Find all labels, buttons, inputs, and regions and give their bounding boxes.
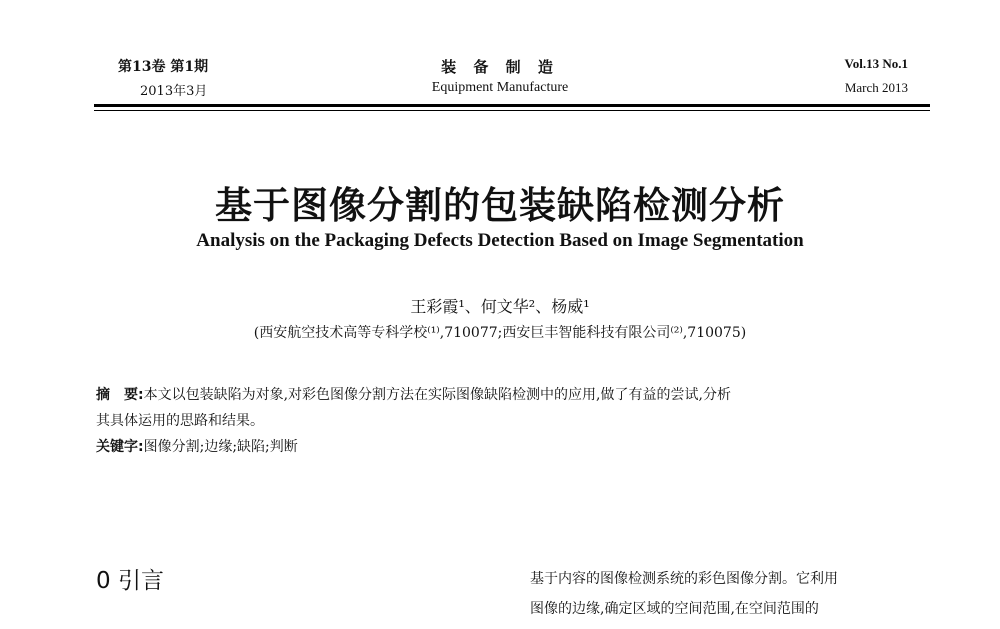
journal-name-en: Equipment Manufacture [431,80,569,95]
section-title: 0 引言 [96,568,164,594]
authors: 王彩霞¹、何文华²、杨威¹ [410,297,590,316]
journal-name-cn: 装 备 制 造 [441,58,559,76]
keywords-value: 图像分割;边缘;缺陷;判断 [143,439,298,455]
affiliations: (西安航空技术高等专科学校⁽¹⁾,710077;西安巨丰智能科技有限公司⁽²⁾,710075) [253,325,747,341]
abstract-label: 摘 要: [96,387,144,403]
journal-date-en: March 2013 [844,80,908,95]
journal-volume-issue: 第13卷 第1期 [118,59,209,75]
body-text-line-2: 图像的边缘,确定区域的空间范围,在空间范围的 [530,601,819,617]
keywords-line [96,436,298,456]
journal-volume-en: Vol.13 No.1 [844,56,908,71]
header-rule-thick [94,104,930,107]
abstract-text-1: 本文以包装缺陷为对象,对彩色图像分割方法在实际图像缺陷检测中的应用,做了有益的尝试,分析 [143,387,731,403]
abstract-text-2: 其具体运用的思路和结果。 [96,413,264,429]
keywords-label: 关键字: [96,439,144,455]
article-title-cn: 基于图像分割的包装缺陷检测分析 [215,184,785,227]
abstract-line-1 [96,384,731,404]
journal-date-cn: 2013年3月 [140,84,208,99]
body-text-line-1: 基于内容的图像检测系统的彩色图像分割。它利用 [530,571,838,587]
article-title-en: Analysis on the Packaging Defects Detection Based on Image Segmentation [196,230,804,251]
header-rule-thin [94,110,930,111]
